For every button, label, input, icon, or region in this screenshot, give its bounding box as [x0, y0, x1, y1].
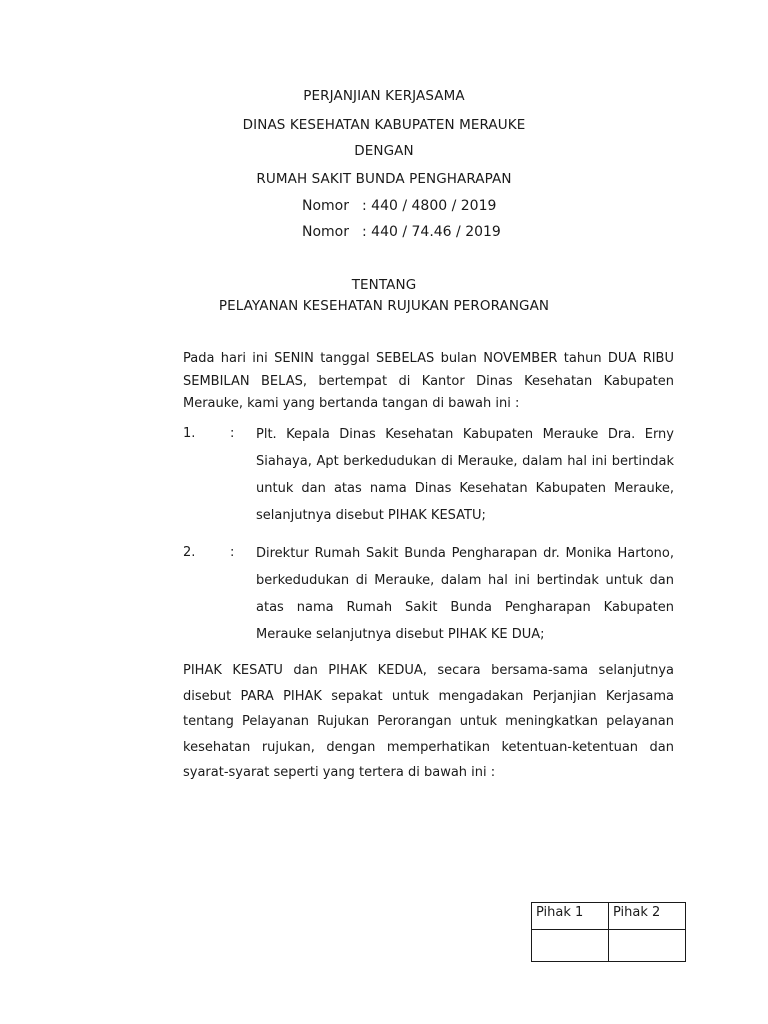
signature-col-pihak-1: Pihak 1 — [532, 903, 609, 930]
signature-col-pihak-2: Pihak 2 — [609, 903, 686, 930]
party-2-text: Direktur Rumah Sakit Bunda Pengharapan dr. Monika Hartono, berkedudukan di Merauke, dalam hal ini bertindak untuk dan atas nama Rumah Sakit Bunda Pengharapan Kabupaten Merauke selanjutnya disebut PIHAK KE DUA; — [256, 546, 674, 642]
nomor-label: Nomor — [302, 224, 349, 240]
signature-cell-pihak-2 — [609, 930, 686, 962]
closing-paragraph: PIHAK KESATU dan PIHAK KEDUA, secara bersama-sama selanjutnya disebut PARA PIHAK sepakat untuk mengadakan Perjanjian Kerjasama tentang Pelayanan Rujukan Perorangan untuk meningkatkan pelayanan kesehatan rujukan, dengan memperhatikan ketentuan-ketentuan dan syarat-syarat seperti yang tertera di bawah ini : — [183, 663, 674, 780]
intro-paragraph: Pada hari ini SENIN tanggal SEBELAS bulan NOVEMBER tahun DUA RIBU SEMBILAN BELAS, bertempat di Kantor Dinas Kesehatan Kabupaten Merauke, kami yang bertanda tangan di bawah ini : — [183, 351, 674, 411]
party-2-number: 2. — [183, 545, 196, 560]
signature-initials-row — [532, 930, 686, 962]
signature-cell-pihak-1 — [532, 930, 609, 962]
title-subject: PELAYANAN KESEHATAN RUJUKAN PERORANGAN — [218, 298, 550, 314]
nomor-line-2 — [302, 224, 501, 240]
title-about: TENTANG — [351, 277, 417, 293]
signature-header-row — [532, 903, 686, 930]
party-1-number: 1. — [183, 426, 196, 441]
title-party-two: RUMAH SAKIT BUNDA PENGHARAPAN — [256, 171, 512, 187]
title-agreement: PERJANJIAN KERJASAMA — [303, 88, 465, 104]
nomor-value-1: : 440 / 4800 / 2019 — [362, 198, 497, 214]
title-with: DENGAN — [354, 143, 414, 159]
party-1-text: Plt. Kepala Dinas Kesehatan Kabupaten Merauke Dra. Erny Siahaya, Apt berkedudukan di Merauke, dalam hal ini bertindak untuk dan atas nama Dinas Kesehatan Kabupaten Merauke, selanjutnya disebut PIHAK KESATU; — [256, 427, 674, 523]
nomor-line-1 — [302, 198, 496, 214]
party-1-colon: : — [230, 426, 235, 441]
nomor-label: Nomor — [302, 198, 349, 214]
nomor-value-2: : 440 / 74.46 / 2019 — [362, 224, 501, 240]
party-2-colon: : — [230, 545, 235, 560]
signature-table — [531, 902, 686, 962]
title-party-one: DINAS KESEHATAN KABUPATEN MERAUKE — [242, 117, 526, 133]
